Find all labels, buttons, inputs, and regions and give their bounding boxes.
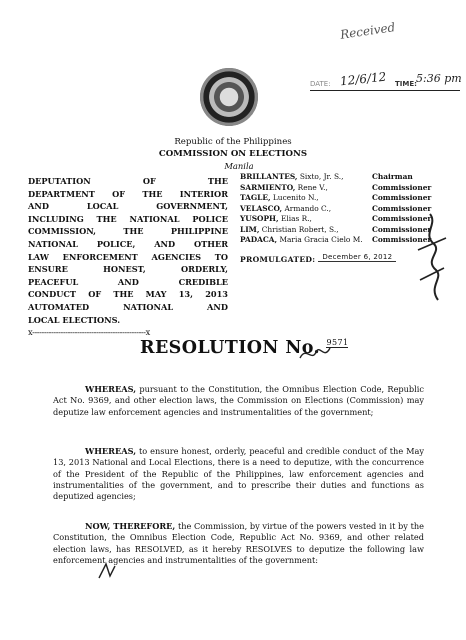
paragraph-text: the Commission, by virtue of the powers vested in it by the Constitution, the Omnibus Election Code, Republic Act No. 9369, and other related election laws, has RESOLVED, as it hereby RESOLVES to deputize the following law enforcement agencies and instrumentalities of the government: (53, 521, 424, 565)
member-surname: BRILLANTES, (240, 172, 298, 181)
caption-line: CONDUCT OF THE MAY 13, 2013 (28, 289, 228, 300)
promulgated-label: PROMULGATED: (240, 255, 316, 264)
caption-line: DEPUTATION OF THE (28, 176, 228, 186)
member-role: Commissioner (372, 182, 432, 192)
city-line (0, 161, 466, 171)
member-surname: TAGLE, (240, 193, 271, 202)
resolution-number: 9571 (326, 338, 349, 347)
member-given: Sixto, Jr. S., (297, 172, 344, 181)
member-surname: SARMIENTO, (240, 182, 296, 192)
member-row (240, 225, 375, 236)
stamp-time-label: TIME: (395, 80, 417, 88)
member-given: Christian Robert, S., (259, 224, 339, 234)
paragraph-lead: WHEREAS, (85, 446, 137, 456)
republic-line: Republic of the Philippines (174, 137, 292, 147)
member-row (240, 204, 375, 215)
signature-initials-icon (410, 210, 458, 305)
paragraph-text: to ensure honest, orderly, peaceful and credible conduct of the May 13, 2013 National and Local Elections, there is a need to deputize, with the concurrence of the President of the Republic of the Philippines, law enforcement agencies and instrumentalities of the government, and to prescribe their duties and functions as deputized agencies; (53, 446, 424, 502)
paragraph-lead: WHEREAS, (85, 384, 137, 394)
member-role: Commissioner (372, 193, 432, 202)
member-surname: VELASCO, (240, 203, 283, 213)
commission-title: COMMISSION ON ELECTIONS (158, 149, 308, 159)
member-given: Armando C., (282, 203, 332, 213)
resolution-initials-icon (298, 340, 332, 366)
member-row (240, 193, 375, 204)
case-caption (28, 175, 228, 339)
caption-line: LOCAL ELECTIONS. (28, 314, 121, 325)
caption-line: COMMISSION, THE PHILIPPINE (28, 226, 228, 237)
member-role: Chairman (372, 172, 413, 181)
member-role: Commissioner (372, 224, 432, 234)
paragraph-lead: NOW, THEREFORE, (85, 521, 176, 531)
member-role: Commissioner (372, 235, 432, 244)
city-name: Manila (224, 161, 254, 171)
stamp-date-value: 12/6/12 (339, 69, 387, 89)
member-row (240, 172, 375, 183)
member-surname: YUSOPH, (240, 214, 279, 223)
comelec-seal-icon (200, 68, 258, 126)
whereas-paragraph (53, 446, 424, 502)
member-given: Elias R., (278, 214, 312, 223)
member-role: Commissioner (372, 203, 432, 213)
promulgated-date: December 6, 2012 (318, 253, 396, 262)
caption-line: DEPARTMENT OF THE INTERIOR (28, 188, 228, 199)
page-initials-icon (96, 560, 118, 582)
caption-line: AUTOMATED NATIONAL AND (28, 301, 228, 312)
promulgated-line (240, 255, 396, 264)
member-surname: PADACA, (240, 235, 278, 244)
commission-members (240, 172, 375, 246)
whereas-paragraph (53, 384, 424, 418)
stamp-rule (310, 90, 460, 91)
caption-line: ENSURE HONEST, ORDERLY, (28, 264, 228, 275)
member-given: Lucenito N., (270, 193, 319, 202)
caption-line: AND LOCAL GOVERNMENT, (28, 201, 228, 212)
stamp-received-label: Received (339, 20, 397, 42)
stamp-time-value: 5:36 pm (416, 72, 462, 85)
caption-line: PEACEFUL AND CREDIBLE (28, 276, 228, 287)
caption-line: LAW ENFORCEMENT AGENCIES TO (28, 251, 228, 262)
caption-line: NATIONAL POLICE, AND OTHER (28, 238, 228, 249)
member-given: Rene V., (295, 182, 328, 192)
member-role: Commissioner (372, 214, 432, 223)
paragraph-text: pursuant to the Constitution, the Omnibus Election Code, Republic Act No. 9369, and other election laws, the Commission on Elections (Commission) may deputize law enforcement agencies and instrumentalities of the government; (53, 384, 424, 417)
caption-line: INCLUDING THE NATIONAL POLICE (28, 213, 228, 224)
caption-separator: x------------------------------------------------x (28, 327, 150, 338)
member-row (240, 235, 375, 246)
member-given: Maria Gracia Cielo M. (277, 235, 363, 244)
resolution-label: RESOLUTION No. (140, 338, 320, 358)
member-row (240, 214, 375, 225)
receiving-stamp (300, 22, 466, 112)
stamp-date-label: DATE: (310, 80, 331, 88)
member-row (240, 183, 375, 194)
member-surname: LIM, (240, 224, 260, 234)
